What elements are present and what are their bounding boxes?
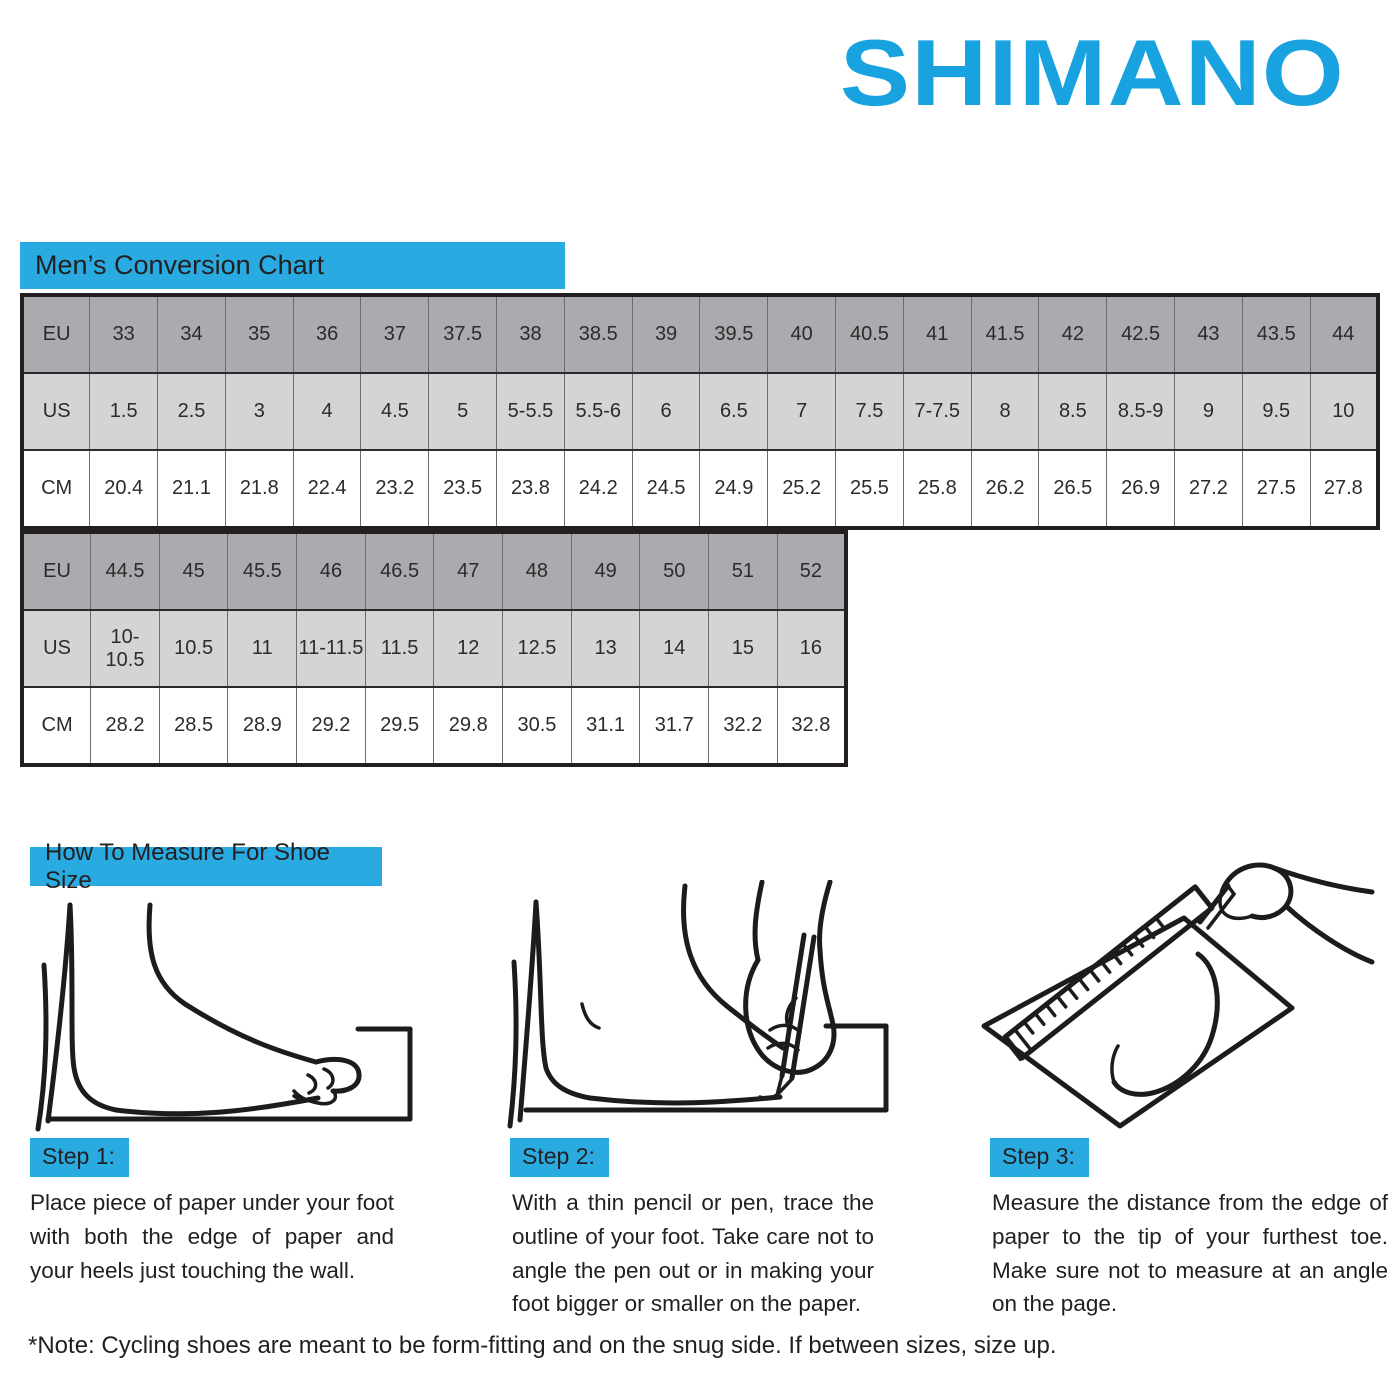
size-cell: 24.9 [700,450,768,528]
size-cell: 51 [709,532,778,610]
size-row-eu [22,532,846,610]
size-cell: 23.5 [429,450,497,528]
size-cell: 25.2 [768,450,836,528]
size-cell: 38 [497,295,565,373]
size-row-us [22,373,1378,450]
size-cell: 42 [1039,295,1107,373]
size-cell: 4 [293,373,361,450]
size-cell: 45.5 [228,532,297,610]
size-cell: 5.5-6 [564,373,632,450]
step-3-description: Measure the distance from the edge of paper to the tip of your furthest toe. Make sure not to measure at an angle on the page. [992,1190,1388,1317]
size-cell: 2.5 [158,373,226,450]
size-cell: 8 [971,373,1039,450]
shimano-logo: SHIMANO [840,20,1345,125]
size-cell: 7.5 [836,373,904,450]
measure-with-ruler-illustration [960,858,1380,1143]
size-cell: 3 [225,373,293,450]
size-cell: 10.5 [159,610,228,687]
size-cell: 39.5 [700,295,768,373]
size-row-eu [22,295,1378,373]
size-cell: 26.2 [971,450,1039,528]
size-cell: 5 [429,373,497,450]
size-cell: 43.5 [1242,295,1310,373]
size-cell: 41 [903,295,971,373]
size-cell: 25.8 [903,450,971,528]
size-cell: 29.5 [365,687,434,765]
size-cell: 26.9 [1107,450,1175,528]
size-cell: 45 [159,532,228,610]
step-1-description: Place piece of paper under your foot with both the edge of paper and your heels just touching the wall. [30,1190,394,1283]
size-cell: 35 [225,295,293,373]
size-cell: 23.8 [497,450,565,528]
step-3-label: Step 3: [990,1138,1089,1177]
size-row-cm [22,687,846,765]
size-cell: 29.2 [297,687,366,765]
size-cell: 27.2 [1175,450,1243,528]
size-cell: 40 [768,295,836,373]
mens-size-table-2 [20,530,848,767]
size-cell: 30.5 [503,687,572,765]
size-cell: 28.5 [159,687,228,765]
size-cell: 46.5 [365,532,434,610]
size-cell: 15 [709,610,778,687]
size-cell: 7 [768,373,836,450]
size-cell: 7-7.5 [903,373,971,450]
size-cell: 31.7 [640,687,709,765]
size-cell: 14 [640,610,709,687]
size-cell: 44 [1310,295,1378,373]
step-1-label: Step 1: [30,1138,129,1177]
step-2-label: Step 2: [510,1138,609,1177]
size-cell: 10 [1310,373,1378,450]
size-cell: 10-10.5 [91,610,160,687]
size-cell: 38.5 [564,295,632,373]
row-label-us: US [22,610,91,687]
size-cell: 47 [434,532,503,610]
size-cell: 16 [777,610,846,687]
size-cell: 6.5 [700,373,768,450]
size-cell: 44.5 [91,532,160,610]
step-2-description: With a thin pencil or pen, trace the outline of your foot. Take care not to angle the pen out or in making your foot bigger or smaller on the paper. [512,1190,874,1317]
size-cell: 46 [297,532,366,610]
size-cell: 48 [503,532,572,610]
size-cell: 26.5 [1039,450,1107,528]
foot-against-wall-illustration [28,893,438,1133]
row-label-cm: CM [22,450,90,528]
row-label-us: US [22,373,90,450]
row-label-eu: EU [22,295,90,373]
size-cell: 31.1 [571,687,640,765]
size-cell: 49 [571,532,640,610]
size-cell: 41.5 [971,295,1039,373]
size-cell: 39 [632,295,700,373]
size-row-us [22,610,846,687]
size-cell: 32.8 [777,687,846,765]
size-cell: 9.5 [1242,373,1310,450]
size-cell: 24.2 [564,450,632,528]
size-cell: 36 [293,295,361,373]
size-cell: 13 [571,610,640,687]
size-cell: 8.5 [1039,373,1107,450]
size-cell: 9 [1175,373,1243,450]
size-cell: 12 [434,610,503,687]
size-cell: 42.5 [1107,295,1175,373]
size-cell: 28.2 [91,687,160,765]
how-to-measure-title: How To Measure For Shoe Size [30,847,382,886]
size-cell: 29.8 [434,687,503,765]
size-cell: 40.5 [836,295,904,373]
row-label-cm: CM [22,687,91,765]
size-cell: 4.5 [361,373,429,450]
size-cell: 11.5 [365,610,434,687]
trace-foot-with-pencil-illustration [500,880,912,1132]
size-cell: 22.4 [293,450,361,528]
size-cell: 21.1 [158,450,226,528]
size-cell: 20.4 [90,450,158,528]
size-cell: 12.5 [503,610,572,687]
size-cell: 11 [228,610,297,687]
size-cell: 21.8 [225,450,293,528]
size-cell: 6 [632,373,700,450]
size-cell: 52 [777,532,846,610]
size-cell: 43 [1175,295,1243,373]
size-cell: 28.9 [228,687,297,765]
size-row-cm [22,450,1378,528]
size-cell: 24.5 [632,450,700,528]
size-cell: 50 [640,532,709,610]
size-cell: 34 [158,295,226,373]
mens-size-table-1 [20,293,1380,530]
size-cell: 37.5 [429,295,497,373]
row-label-eu: EU [22,532,91,610]
size-cell: 23.2 [361,450,429,528]
size-cell: 11-11.5 [297,610,366,687]
size-cell: 33 [90,295,158,373]
size-cell: 8.5-9 [1107,373,1175,450]
size-cell: 25.5 [836,450,904,528]
size-cell: 5-5.5 [497,373,565,450]
size-cell: 37 [361,295,429,373]
size-cell: 1.5 [90,373,158,450]
sizing-footnote: *Note: Cycling shoes are meant to be form-fitting and on the snug side. If between sizes, size up. [28,1332,1057,1359]
size-cell: 27.5 [1242,450,1310,528]
mens-conversion-chart-title: Men’s Conversion Chart [20,242,565,289]
size-cell: 27.8 [1310,450,1378,528]
size-cell: 32.2 [709,687,778,765]
